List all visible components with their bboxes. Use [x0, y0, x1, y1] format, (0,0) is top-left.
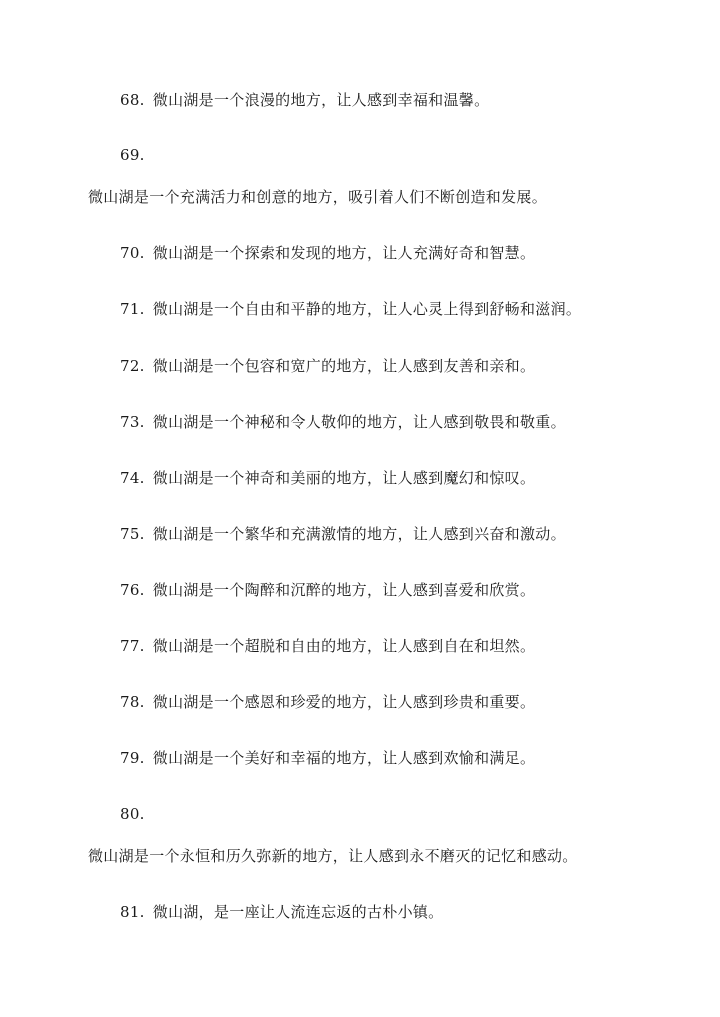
list-item	[120, 243, 535, 263]
item-number: 76.	[120, 581, 145, 599]
list-item	[120, 524, 566, 544]
item-text: 微山湖是一个永恒和历久弥新的地方，让人感到永不磨灭的记忆和感动。	[88, 847, 578, 865]
item-text: 微山湖是一个神秘和令人敬仰的地方，让人感到敬畏和敬重。	[152, 413, 566, 431]
item-number: 69.	[120, 146, 145, 164]
item-text: 微山湖是一个繁华和充满激情的地方，让人感到兴奋和激动。	[152, 525, 566, 543]
item-text: 微山湖是一个陶醉和沉醉的地方，让人感到喜爱和欣赏。	[152, 581, 536, 599]
item-text: 微山湖是一个包容和宽广的地方，让人感到友善和亲和。	[152, 357, 536, 375]
list-item	[120, 356, 535, 376]
item-number: 73.	[120, 413, 145, 431]
list-item	[120, 580, 535, 600]
item-text: 微山湖是一个充满活力和创意的地方，吸引着人们不断创造和发展。	[88, 188, 548, 206]
item-number: 74.	[120, 469, 145, 487]
item-number: 81.	[120, 903, 145, 921]
item-text: 微山湖，是一座让人流连忘返的古朴小镇。	[152, 903, 444, 921]
list-item	[120, 299, 581, 319]
list-item	[120, 90, 489, 110]
item-text: 微山湖是一个自由和平静的地方，让人心灵上得到舒畅和滋润。	[152, 300, 582, 318]
item-number: 79.	[120, 749, 145, 767]
item-number: 78.	[120, 693, 145, 711]
item-number: 72.	[120, 357, 145, 375]
item-text: 微山湖是一个浪漫的地方，让人感到幸福和温馨。	[152, 91, 490, 109]
item-number: 70.	[120, 244, 145, 262]
item-text: 微山湖是一个神奇和美丽的地方，让人感到魔幻和惊叹。	[152, 469, 536, 487]
item-number: 80.	[120, 805, 145, 823]
list-item	[88, 846, 578, 866]
list-item-number-line	[120, 804, 153, 824]
item-text: 微山湖是一个感恩和珍爱的地方，让人感到珍贵和重要。	[152, 693, 536, 711]
item-text: 微山湖是一个超脱和自由的地方，让人感到自在和坦然。	[152, 637, 536, 655]
item-text: 微山湖是一个探索和发现的地方，让人充满好奇和智慧。	[152, 244, 536, 262]
item-number: 71.	[120, 300, 145, 318]
list-item	[88, 187, 547, 207]
list-item	[120, 468, 535, 488]
list-item	[120, 692, 535, 712]
list-item	[120, 748, 535, 768]
item-number: 75.	[120, 525, 145, 543]
list-item	[120, 412, 566, 432]
list-item-number-line	[120, 145, 153, 165]
list-item	[120, 636, 535, 656]
item-text: 微山湖是一个美好和幸福的地方，让人感到欢愉和满足。	[152, 749, 536, 767]
item-number: 77.	[120, 637, 145, 655]
list-item	[120, 902, 443, 922]
item-number: 68.	[120, 91, 145, 109]
